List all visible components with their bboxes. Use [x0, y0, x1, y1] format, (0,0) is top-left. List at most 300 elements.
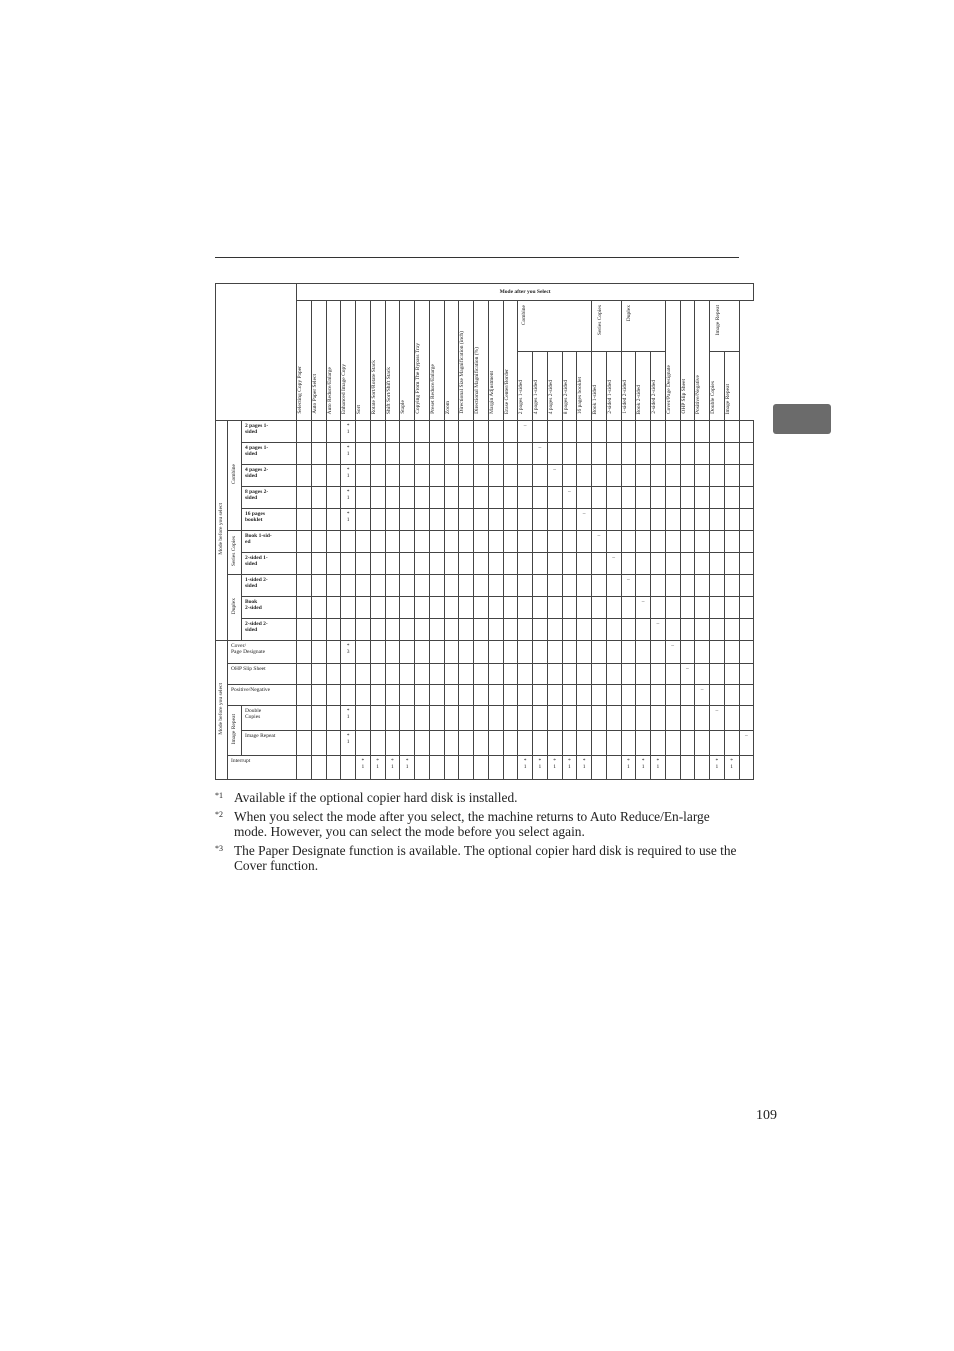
col-head-auto-paper-select: Auto Paper Select	[311, 301, 326, 421]
table-cell	[739, 706, 754, 731]
table-cell	[311, 531, 326, 553]
table-cell	[415, 531, 430, 553]
table-cell	[370, 685, 385, 706]
table-cell	[636, 685, 651, 706]
table-cell	[459, 641, 474, 664]
table-cell	[577, 575, 592, 597]
table-cell	[592, 553, 607, 575]
table-cell	[710, 731, 725, 756]
table-cell	[680, 685, 695, 706]
table-cell	[562, 731, 577, 756]
table-cell: –	[665, 641, 680, 664]
table-cell	[297, 509, 312, 531]
table-cell	[326, 706, 341, 731]
table-cell	[547, 664, 562, 685]
row-side-mode-before: Mode before you select	[216, 421, 228, 641]
table-cell	[311, 597, 326, 619]
table-cell	[547, 421, 562, 443]
col-head-positive-negative: Positive/Negative	[695, 301, 710, 421]
table-cell	[724, 731, 739, 756]
table-cell	[724, 553, 739, 575]
table-cell	[518, 664, 533, 685]
table-cell	[724, 421, 739, 443]
table-cell	[739, 421, 754, 443]
table-cell	[710, 597, 725, 619]
table-cell	[429, 731, 444, 756]
table-cell	[459, 685, 474, 706]
table-cell: –	[592, 531, 607, 553]
table-cell	[695, 531, 710, 553]
row-group-combine: Combine	[228, 421, 242, 531]
table-cell	[311, 685, 326, 706]
table-cell: –	[621, 575, 636, 597]
table-cell	[385, 487, 400, 509]
table-cell	[518, 531, 533, 553]
table-cell	[459, 731, 474, 756]
table-cell	[680, 756, 695, 780]
table-cell	[488, 731, 503, 756]
table-cell	[665, 465, 680, 487]
table-cell	[297, 685, 312, 706]
table-cell	[341, 531, 356, 553]
table-row	[216, 487, 754, 509]
page-number: 109	[756, 1108, 777, 1123]
table-cell	[606, 619, 621, 641]
table-corner	[216, 284, 297, 421]
table-cell	[621, 421, 636, 443]
row-label-image-repeat: Image Repeat	[242, 731, 297, 756]
table-cell	[665, 685, 680, 706]
table-cell	[415, 509, 430, 531]
table-cell	[695, 553, 710, 575]
table-cell	[370, 487, 385, 509]
table-cell	[533, 706, 548, 731]
table-cell	[370, 619, 385, 641]
table-cell	[695, 509, 710, 531]
table-row	[216, 756, 754, 780]
table-cell	[444, 487, 459, 509]
table-cell	[547, 553, 562, 575]
table-cell	[577, 597, 592, 619]
table-cell	[724, 664, 739, 685]
col-head-bypass-tray: Copying From The Bypass Tray	[415, 301, 430, 421]
table-cell	[326, 509, 341, 531]
table-cell	[326, 685, 341, 706]
table-cell	[459, 509, 474, 531]
table-cell	[533, 664, 548, 685]
table-cell	[326, 597, 341, 619]
table-cell	[474, 465, 489, 487]
table-cell	[444, 641, 459, 664]
table-cell	[695, 619, 710, 641]
table-cell	[651, 465, 666, 487]
table-cell	[311, 575, 326, 597]
table-cell	[474, 421, 489, 443]
col-sub-combine-16pb: 16 pages booklet	[577, 352, 592, 421]
table-cell	[592, 443, 607, 465]
table-cell	[429, 706, 444, 731]
table-cell	[415, 487, 430, 509]
table-cell	[680, 487, 695, 509]
table-cell	[606, 664, 621, 685]
table-cell	[606, 509, 621, 531]
table-cell	[444, 575, 459, 597]
table-cell	[488, 487, 503, 509]
table-cell	[429, 553, 444, 575]
table-cell	[341, 575, 356, 597]
table-cell	[606, 575, 621, 597]
table-cell	[370, 531, 385, 553]
table-cell	[739, 664, 754, 685]
table-cell	[385, 731, 400, 756]
table-cell	[488, 685, 503, 706]
table-cell	[680, 531, 695, 553]
table-cell	[606, 597, 621, 619]
table-cell	[724, 531, 739, 553]
table-cell	[724, 685, 739, 706]
table-cell	[518, 685, 533, 706]
table-row	[216, 421, 754, 443]
table-cell	[297, 487, 312, 509]
table-cell	[474, 685, 489, 706]
table-cell	[444, 619, 459, 641]
table-cell	[415, 685, 430, 706]
row-label-double-copies: Double Copies	[242, 706, 297, 731]
table-cell	[636, 731, 651, 756]
col-group-image-repeat: Image Repeat	[710, 301, 740, 352]
table-cell	[621, 443, 636, 465]
table-row	[216, 553, 754, 575]
table-cell	[533, 509, 548, 531]
table-cell	[474, 487, 489, 509]
table-cell: * 1	[651, 756, 666, 780]
table-cell	[739, 443, 754, 465]
table-cell	[444, 553, 459, 575]
table-cell	[592, 421, 607, 443]
table-cell	[695, 575, 710, 597]
table-cell	[533, 553, 548, 575]
table-cell	[695, 706, 710, 731]
table-cell	[592, 731, 607, 756]
table-cell	[621, 619, 636, 641]
table-cell: –	[547, 465, 562, 487]
table-cell	[636, 664, 651, 685]
table-cell	[488, 531, 503, 553]
row-label-cover: Cover/ Page Designate	[228, 641, 297, 664]
table-cell	[356, 641, 371, 664]
table-cell: –	[636, 597, 651, 619]
table-cell	[385, 685, 400, 706]
table-cell	[488, 756, 503, 780]
table-cell	[429, 531, 444, 553]
table-cell	[400, 641, 415, 664]
table-cell	[665, 706, 680, 731]
table-row	[216, 619, 754, 641]
table-cell	[636, 443, 651, 465]
table-cell	[533, 641, 548, 664]
col-head-enhanced-image-copy: Enhanced Image Copy	[341, 301, 356, 421]
table-cell	[415, 641, 430, 664]
table-cell	[370, 575, 385, 597]
table-cell	[518, 731, 533, 756]
col-sub-image-repeat: Image Repeat	[724, 352, 739, 421]
table-cell	[429, 487, 444, 509]
table-cell	[474, 597, 489, 619]
table-cell	[326, 531, 341, 553]
table-cell	[562, 664, 577, 685]
table-cell	[326, 553, 341, 575]
table-cell	[739, 465, 754, 487]
table-cell	[665, 421, 680, 443]
col-sub-combine-2p1s: 2 pages 1-sided	[518, 352, 533, 421]
compatibility-table-wrap	[215, 283, 754, 780]
table-cell	[503, 664, 518, 685]
table-cell	[429, 641, 444, 664]
table-cell: * 3	[341, 641, 356, 664]
table-cell	[680, 706, 695, 731]
table-row	[216, 509, 754, 531]
table-cell	[341, 597, 356, 619]
table-cell	[562, 465, 577, 487]
table-cell	[444, 509, 459, 531]
table-cell	[444, 756, 459, 780]
table-cell	[739, 641, 754, 664]
table-cell	[311, 706, 326, 731]
table-cell	[341, 685, 356, 706]
table-cell	[562, 706, 577, 731]
table-cell	[400, 531, 415, 553]
table-cell	[400, 465, 415, 487]
table-cell	[562, 443, 577, 465]
table-cell	[311, 731, 326, 756]
table-cell: * 1	[518, 756, 533, 780]
table-cell	[636, 421, 651, 443]
col-group-combine: Combine	[518, 301, 592, 352]
row-group-duplex: Duplex	[228, 575, 242, 641]
table-cell	[533, 685, 548, 706]
table-cell	[606, 731, 621, 756]
table-cell	[326, 641, 341, 664]
table-cell	[370, 443, 385, 465]
table-cell	[710, 685, 725, 706]
table-cell	[356, 664, 371, 685]
table-cell	[710, 487, 725, 509]
table-cell	[518, 575, 533, 597]
table-cell	[400, 706, 415, 731]
table-cell	[415, 421, 430, 443]
table-cell	[680, 619, 695, 641]
table-cell	[695, 664, 710, 685]
row-group-series-copies: Series Copies	[228, 531, 242, 575]
table-cell	[518, 443, 533, 465]
table-cell	[311, 664, 326, 685]
table-cell	[370, 421, 385, 443]
table-cell	[429, 685, 444, 706]
table-cell	[724, 575, 739, 597]
row-label-combine-16pb: 16 pages booklet	[242, 509, 297, 531]
table-cell	[695, 465, 710, 487]
table-cell	[297, 553, 312, 575]
table-cell	[459, 706, 474, 731]
table-cell	[592, 664, 607, 685]
table-cell	[459, 597, 474, 619]
row-label-interrupt: Interrupt	[228, 756, 297, 780]
table-cell	[356, 487, 371, 509]
table-cell	[606, 641, 621, 664]
col-head-staple: Staple	[400, 301, 415, 421]
table-cell	[518, 641, 533, 664]
table-cell	[547, 443, 562, 465]
table-cell	[636, 531, 651, 553]
table-cell	[621, 597, 636, 619]
table-cell	[297, 443, 312, 465]
table-cell	[400, 421, 415, 443]
table-cell	[503, 597, 518, 619]
table-cell	[415, 553, 430, 575]
table-cell: * 1	[385, 756, 400, 780]
table-cell	[385, 664, 400, 685]
table-cell	[562, 575, 577, 597]
table-cell	[444, 421, 459, 443]
table-cell	[518, 706, 533, 731]
table-cell	[400, 597, 415, 619]
table-cell	[503, 443, 518, 465]
table-cell	[533, 619, 548, 641]
table-cell	[341, 756, 356, 780]
table-cell	[621, 465, 636, 487]
table-cell	[665, 664, 680, 685]
table-cell	[488, 575, 503, 597]
table-cell	[415, 756, 430, 780]
table-cell	[695, 443, 710, 465]
table-cell	[400, 509, 415, 531]
table-cell	[606, 756, 621, 780]
table-cell	[326, 731, 341, 756]
table-row	[216, 685, 754, 706]
table-cell	[311, 465, 326, 487]
table-cell	[459, 664, 474, 685]
table-cell	[680, 465, 695, 487]
table-cell	[400, 487, 415, 509]
table-cell	[488, 443, 503, 465]
table-cell	[297, 664, 312, 685]
table-cell	[665, 597, 680, 619]
row-label-duplex-book2s: Book 2-sided	[242, 597, 297, 619]
table-cell	[311, 421, 326, 443]
footnote-1: *1 Available if the optional copier hard disk is installed.	[215, 790, 518, 805]
table-cell	[488, 619, 503, 641]
col-head-dir-size-mag-inch: Directional Size Magnification (inch)	[459, 301, 474, 421]
table-cell	[739, 685, 754, 706]
footnote-2: *2 When you select the mode after you select, the machine returns to Auto Reduce/En-large mode. However, you can select the mode before you select again.	[215, 809, 710, 839]
compatibility-table	[215, 283, 754, 780]
table-cell	[400, 553, 415, 575]
table-cell	[695, 756, 710, 780]
table-cell	[488, 641, 503, 664]
table-cell	[651, 575, 666, 597]
table-cell	[724, 706, 739, 731]
table-cell	[444, 664, 459, 685]
table-cell	[385, 619, 400, 641]
col-head-dir-mag-percent: Directional Magnification (%)	[474, 301, 489, 421]
table-cell	[341, 664, 356, 685]
table-cell	[562, 531, 577, 553]
table-cell	[429, 443, 444, 465]
table-cell	[710, 421, 725, 443]
table-cell	[474, 664, 489, 685]
table-cell	[724, 641, 739, 664]
table-cell	[385, 443, 400, 465]
table-cell	[400, 575, 415, 597]
table-cell	[415, 706, 430, 731]
table-cell	[356, 706, 371, 731]
table-cell	[547, 531, 562, 553]
table-cell	[621, 487, 636, 509]
table-cell: –	[680, 664, 695, 685]
table-cell	[297, 619, 312, 641]
col-sub-series-2s1s: 2-sided 1-sided	[606, 352, 621, 421]
table-cell	[429, 619, 444, 641]
table-cell: –	[518, 421, 533, 443]
table-cell	[621, 706, 636, 731]
table-cell	[724, 619, 739, 641]
table-cell	[651, 531, 666, 553]
table-cell	[503, 706, 518, 731]
col-sub-series-book: Book 1-sided	[592, 352, 607, 421]
table-cell: –	[577, 509, 592, 531]
table-row	[216, 597, 754, 619]
table-cell	[547, 619, 562, 641]
table-row	[216, 731, 754, 756]
row-label-posneg: Positive/Negative	[228, 685, 297, 706]
col-sub-duplex-1s2s: 1-sided 2-sided	[621, 352, 636, 421]
col-head-shift-sort: Shift Sort/Shift Stack	[385, 301, 400, 421]
table-cell	[503, 553, 518, 575]
table-cell	[356, 509, 371, 531]
chapter-tab	[773, 404, 831, 434]
table-cell	[385, 465, 400, 487]
table-cell	[724, 443, 739, 465]
table-cell	[592, 509, 607, 531]
table-cell	[665, 531, 680, 553]
table-cell	[297, 706, 312, 731]
table-cell	[621, 531, 636, 553]
table-cell	[577, 685, 592, 706]
footnote-3: *3 The Paper Designate function is available. The optional copier hard disk is required to use the Cover function.	[215, 843, 737, 873]
table-cell	[606, 443, 621, 465]
table-cell	[547, 641, 562, 664]
table-cell	[326, 443, 341, 465]
table-cell	[606, 465, 621, 487]
table-cell	[533, 465, 548, 487]
table-cell	[326, 487, 341, 509]
col-group-series-copies: Series Copies	[592, 301, 622, 352]
table-cell	[724, 465, 739, 487]
table-cell	[651, 641, 666, 664]
table-cell	[680, 641, 695, 664]
table-cell	[680, 509, 695, 531]
col-head-preset-reduce-enlarge: Preset Reduce/Enlarge	[429, 301, 444, 421]
table-cell	[385, 597, 400, 619]
table-cell	[518, 619, 533, 641]
table-row	[216, 575, 754, 597]
table-cell	[488, 509, 503, 531]
table-cell	[577, 487, 592, 509]
col-head-cover-page-designate: Cover/Page Designate	[665, 301, 680, 421]
table-cell	[370, 597, 385, 619]
table-cell	[415, 575, 430, 597]
table-cell	[724, 509, 739, 531]
